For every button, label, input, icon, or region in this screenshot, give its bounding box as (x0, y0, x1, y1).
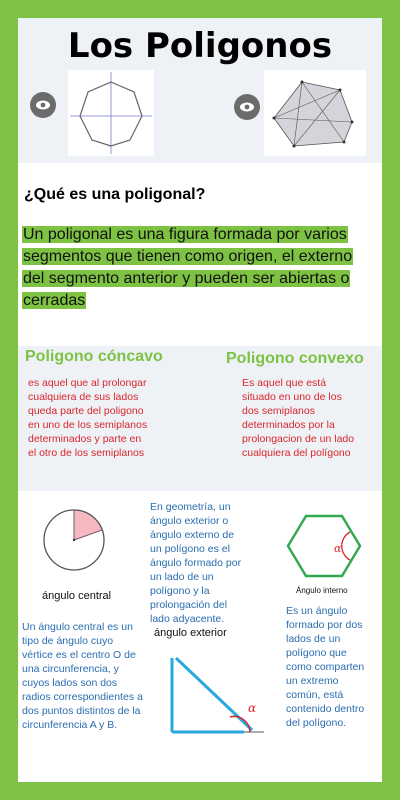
polygonal-figure (264, 70, 366, 156)
exterior-angle-figure (148, 652, 268, 742)
section-question: ¿Qué es una poligonal? (24, 186, 206, 203)
eye-icon[interactable] (30, 92, 56, 118)
central-angle-label: ángulo central (42, 590, 112, 602)
definition-text: Un poligonal es una figura formada por varios segmentos que tienen como origen, el externo del segmento anterior y pueden ser abiertas o cerradas (23, 226, 353, 309)
concave-text: es aquel que al prolongar cualquiera de sus lados queda parte del poligono en uno de los semiplanos determinados y parte en el otro de los semiplanos (28, 377, 148, 459)
alpha-label: α (334, 542, 342, 555)
interior-angle-text: Es un ángulo formado por dos lados de un polígono que como comparten un extremo común, está contenido dentro del polígono. (286, 605, 365, 729)
interior-angle-figure (286, 512, 362, 580)
page-title: Los Poligonos (67, 26, 333, 66)
infographic (18, 18, 382, 782)
eye-icon[interactable] (234, 94, 260, 120)
exterior-angle-label: ángulo exterior (154, 627, 227, 639)
central-angle-figure (40, 504, 112, 576)
convex-title: Poligono convexo (226, 350, 364, 367)
exterior-angle-definition: En geometría, un ángulo exterior o ángulo externo de un polígono es el ángulo formado por un lado de un polígono y la prolongación del lado adyacente. (150, 501, 242, 625)
definition-block (22, 224, 374, 312)
concave-title: Poligono cóncavo (25, 348, 163, 365)
polygon-image-right[interactable] (264, 70, 366, 156)
heptagon-figure (68, 70, 154, 156)
interior-angle-label: Ángulo interno (296, 586, 348, 595)
alpha-label: α (248, 701, 257, 715)
polygon-image-left[interactable] (68, 70, 154, 156)
convex-text: Es aquel que está situado en uno de los dos semiplanos determinados por la prolongacion de un lado cualquiera del polígono (242, 377, 355, 459)
central-angle-text: Un ángulo central es un tipo de ángulo cuyo vértice es el centro O de una circunferencia, y cuyos lados son dos radios correspondientes a dos puntos distintos de la circunferencia A y B. (22, 621, 143, 731)
